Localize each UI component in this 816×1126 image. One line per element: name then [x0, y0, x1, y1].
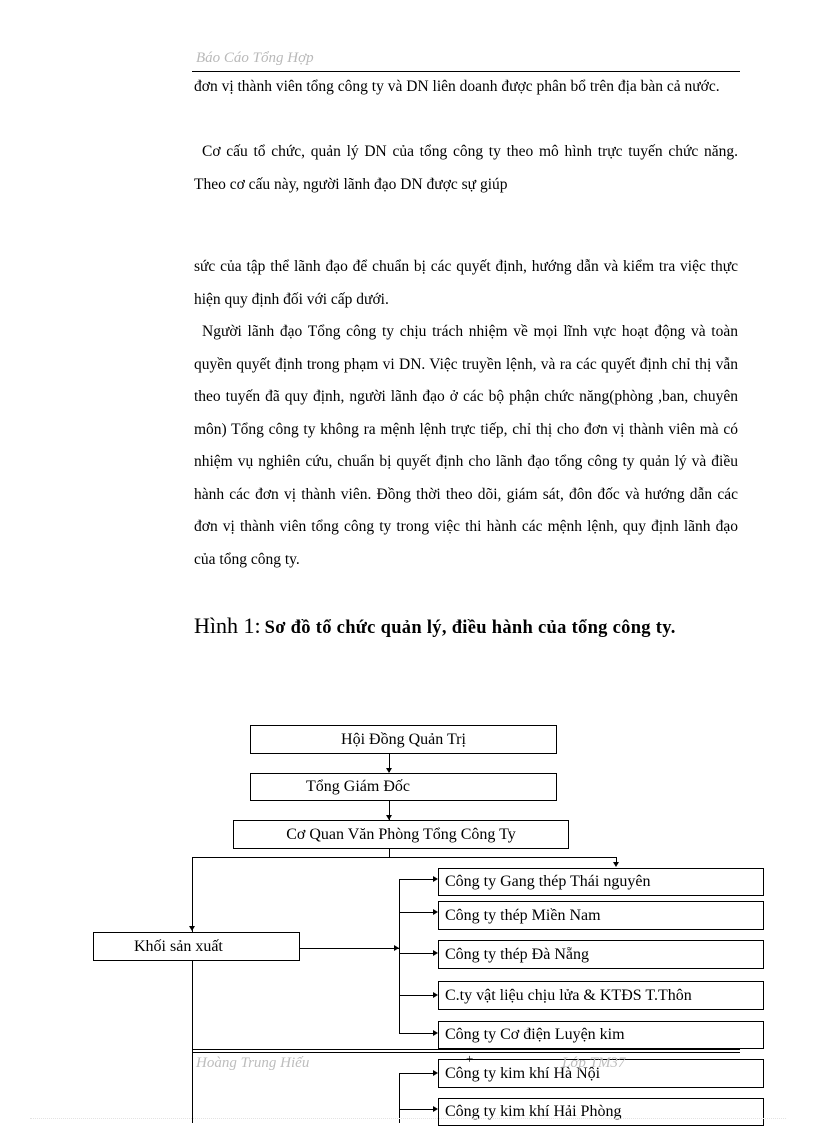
- figure-caption: [194, 606, 738, 649]
- company-box: Công ty thép Miền Nam: [438, 901, 764, 930]
- branch-7: [399, 1109, 434, 1110]
- company-box: Công ty Gang thép Thái nguyên: [438, 868, 764, 896]
- office-box: Cơ Quan Văn Phòng Tổng Công Ty: [233, 820, 569, 849]
- ceo-box: Tổng Giám Đốc: [250, 773, 557, 801]
- footer-class: Lớp TM37: [562, 1055, 626, 1071]
- board-box: Hội Đồng Quản Trị: [250, 725, 557, 754]
- company-box: Công ty Cơ điện Luyện kim: [438, 1021, 764, 1049]
- company-box: Công ty thép Đà Nẵng: [438, 940, 764, 969]
- branch-1: [399, 879, 434, 880]
- branch-3: [399, 953, 434, 954]
- figure-title: Sơ đồ tổ chức quản lý, điều hành của tổng công ty.: [264, 618, 676, 638]
- branch-6: [399, 1073, 434, 1074]
- arrow-right-drop: [613, 862, 619, 867]
- production-block-box: Khối sản xuất: [93, 932, 300, 961]
- page-center-mark: +: [466, 1051, 474, 1066]
- paragraph-3: sức của tập thể lãnh đạo để chuẩn bị các quyết định, hướng dẫn và kiểm tra việc thực hiện quy định đối với cấp dưới.: [194, 258, 738, 308]
- figure-number: Hình 1:: [194, 613, 261, 638]
- company-box: C.ty vật liệu chịu lửa & KTĐS T.Thôn: [438, 981, 764, 1010]
- footer-author: Hoàng Trung Hiếu: [196, 1055, 310, 1071]
- header-title: Báo Cáo Tổng Hợp: [196, 50, 314, 66]
- branch-5: [399, 1033, 434, 1034]
- company-box: Công ty kim khí Hải Phòng: [438, 1098, 764, 1126]
- company-bus-upper: [399, 879, 400, 1034]
- paragraph-2: Cơ cấu tổ chức, quản lý DN của tổng công ty theo mô hình trực tuyến chức năng. Theo cơ cấu này, người lãnh đạo DN được sự giúp: [194, 143, 738, 193]
- branch-2: [399, 912, 434, 913]
- footer-divider-top: [192, 1049, 740, 1050]
- paragraph-1: đơn vị thành viên tổng công ty và DN liên doanh được phân bổ trên địa bàn cả nước.: [194, 78, 720, 95]
- company-box: Công ty kim khí Hà Nội: [438, 1059, 764, 1088]
- connector-block-to-companies: [300, 948, 399, 949]
- branch-4: [399, 995, 434, 996]
- arrow-to-production-block: [189, 926, 195, 931]
- page-bottom-edge: [30, 1118, 786, 1119]
- top-distribution-line: [192, 857, 617, 858]
- left-vertical-line: [192, 857, 193, 1123]
- company-bus-lower: [399, 1073, 400, 1123]
- paragraph-4: Người lãnh đạo Tổng công ty chịu trách nhiệm về mọi lĩnh vực hoạt động và toàn quyền quyết định trong phạm vi DN. Việc truyền lệnh, và ra các quyết định chỉ thị vẫn theo tuyến đã quy định, người lãnh đạo ở các bộ phận chức năng(phòng ,ban, chuyên môn) Tổng công ty không ra mệnh lệnh trực tiếp, chỉ thị cho đơn vị thành viên mà có nhiệm vụ nghiên cứu, chuẩn bị quyết định cho lãnh đạo tổng công ty quản lý và điều hành các đơn vị thành viên. Đồng thời theo dõi, giám sát, đôn đốc và hướng dẫn các đơn vị thành viên tổng công ty trong việc thi hành các mệnh lệnh, quy định lãnh đạo của tổng công ty.: [194, 323, 738, 568]
